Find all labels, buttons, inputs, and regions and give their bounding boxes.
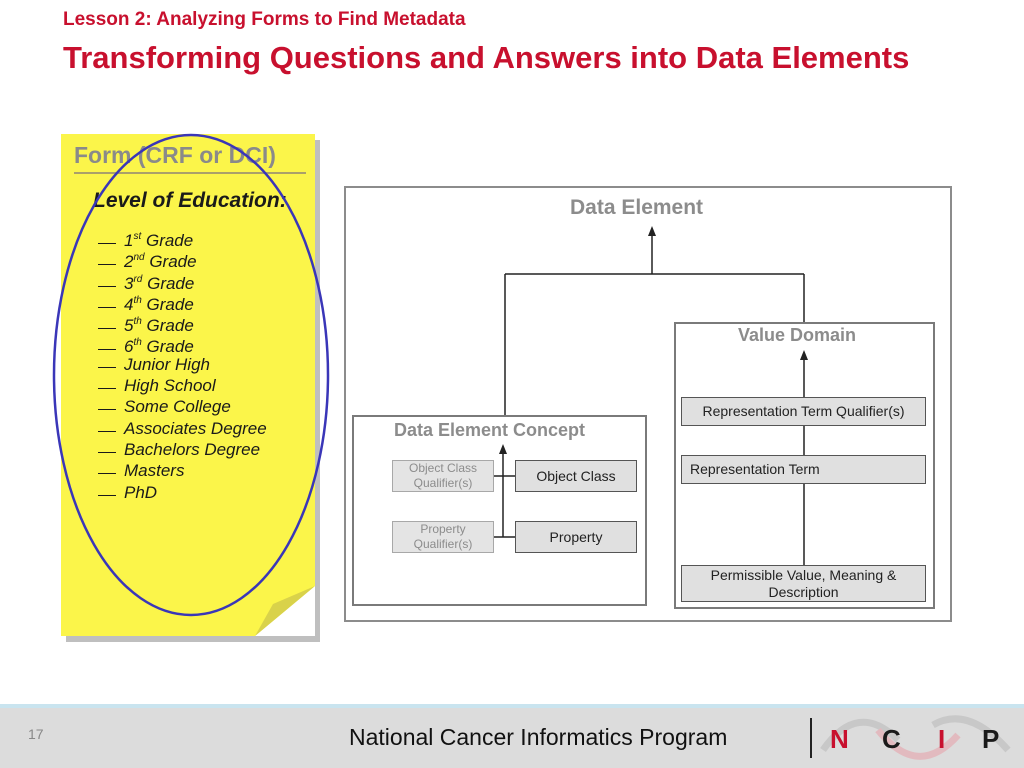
form-title: Form (CRF or DCI) — [74, 142, 276, 168]
form-option: 4th Grade — [98, 290, 267, 311]
rep-term-qualifier-box: Representation Term Qualifier(s) — [681, 397, 926, 426]
form-option: 1st Grade — [98, 226, 267, 247]
form-option: Masters — [98, 460, 267, 481]
object-class-box: Object Class — [515, 460, 637, 492]
dec-label: Data Element Concept — [394, 420, 586, 440]
logo-letter-i: I — [938, 724, 946, 754]
form-option: 3rd Grade — [98, 269, 267, 290]
rep-term-box: Representation Term — [681, 455, 926, 484]
page-number: 17 — [28, 726, 44, 742]
object-class-qualifier-box: Object Class Qualifier(s) — [392, 460, 494, 492]
property-qualifier-box: Property Qualifier(s) — [392, 521, 494, 553]
form-option: Junior High — [98, 354, 267, 375]
form-option: PhD — [98, 482, 267, 503]
form-option: 5th Grade — [98, 311, 267, 332]
logo-letter-c: C — [882, 724, 901, 754]
footer-divider — [810, 718, 812, 758]
form-option: Some College — [98, 396, 267, 417]
form-option: 6th Grade — [98, 332, 267, 353]
slide-title: Transforming Questions and Answers into Data Elements — [63, 40, 910, 75]
form-option: Bachelors Degree — [98, 439, 267, 460]
property-box: Property — [515, 521, 637, 553]
value-domain-label: Value Domain — [738, 325, 857, 345]
logo-letter-n: N — [830, 724, 849, 754]
form-option: 2nd Grade — [98, 247, 267, 268]
form-option: High School — [98, 375, 267, 396]
ncip-logo — [818, 710, 1018, 768]
permissible-value-box: Permissible Value, Meaning & Description — [681, 565, 926, 602]
logo-letter-p: P — [982, 724, 1000, 754]
form-option: Associates Degree — [98, 418, 267, 439]
lesson-subtitle: Lesson 2: Analyzing Forms to Find Metadata — [63, 9, 466, 30]
footer-accent-line — [0, 704, 1024, 708]
data-element-label: Data Element — [570, 196, 704, 219]
program-name: National Cancer Informatics Program — [349, 724, 728, 750]
form-question: Level of Education: — [93, 189, 287, 212]
